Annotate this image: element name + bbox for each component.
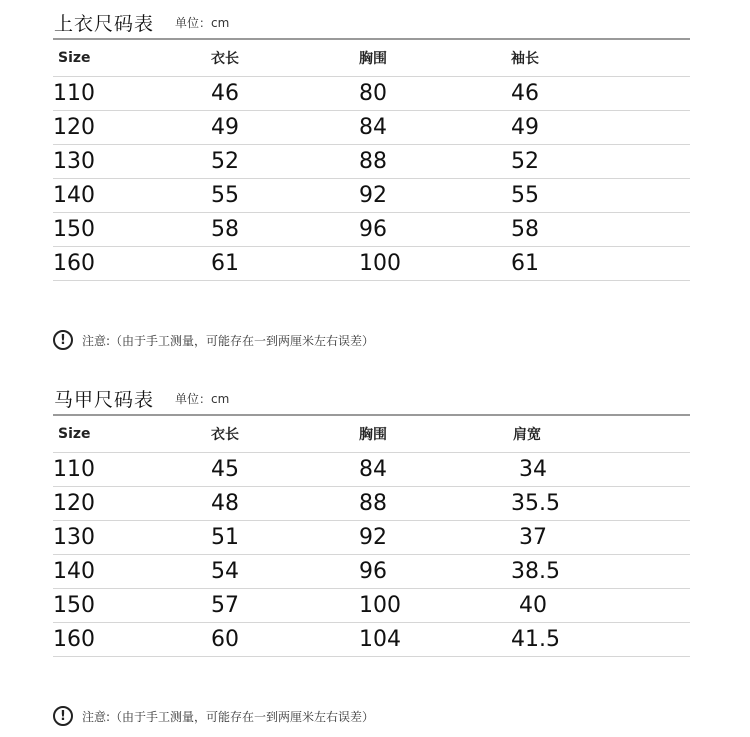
length-cell: 54 bbox=[211, 555, 359, 589]
sleeve-cell: 46 bbox=[511, 77, 690, 111]
table-row bbox=[53, 111, 690, 145]
chest-cell: 100 bbox=[359, 247, 511, 281]
table-row bbox=[53, 623, 690, 657]
vest-table-unit: 单位：cm bbox=[175, 392, 230, 406]
chest-cell: 80 bbox=[359, 77, 511, 111]
table-row bbox=[53, 213, 690, 247]
size-cell: 110 bbox=[53, 453, 211, 487]
top-table-title: 上衣尺码表 bbox=[54, 13, 155, 35]
chest-cell: 96 bbox=[359, 213, 511, 247]
length-cell: 55 bbox=[211, 179, 359, 213]
shoulder-cell: 34 bbox=[511, 453, 690, 487]
table-header-row bbox=[53, 40, 690, 77]
sleeve-cell: 58 bbox=[511, 213, 690, 247]
length-cell: 52 bbox=[211, 145, 359, 179]
length-cell: 61 bbox=[211, 247, 359, 281]
measurement-note-2 bbox=[53, 706, 374, 726]
size-cell: 120 bbox=[53, 487, 211, 521]
header-length: 衣长 bbox=[211, 416, 359, 453]
size-cell: 140 bbox=[53, 555, 211, 589]
table-row bbox=[53, 589, 690, 623]
header-size: Size bbox=[53, 40, 211, 77]
header-sleeve: 袖长 bbox=[511, 40, 690, 77]
top-size-section bbox=[53, 4, 690, 281]
shoulder-cell: 41.5 bbox=[511, 623, 690, 657]
length-cell: 45 bbox=[211, 453, 359, 487]
sleeve-cell: 49 bbox=[511, 111, 690, 145]
length-cell: 58 bbox=[211, 213, 359, 247]
size-cell: 110 bbox=[53, 77, 211, 111]
table-row bbox=[53, 555, 690, 589]
sleeve-cell: 61 bbox=[511, 247, 690, 281]
header-shoulder: 肩宽 bbox=[511, 416, 690, 453]
length-cell: 51 bbox=[211, 521, 359, 555]
chest-cell: 104 bbox=[359, 623, 511, 657]
header-size: Size bbox=[53, 416, 211, 453]
exclamation-circle-icon: ! bbox=[53, 706, 73, 726]
length-cell: 49 bbox=[211, 111, 359, 145]
header-chest: 胸围 bbox=[359, 40, 511, 77]
table-row bbox=[53, 453, 690, 487]
size-cell: 130 bbox=[53, 521, 211, 555]
table-row bbox=[53, 487, 690, 521]
table-row bbox=[53, 247, 690, 281]
note-text-1: 注意:（由于手工测量，可能存在一到两厘米左右误差） bbox=[82, 333, 375, 348]
length-cell: 46 bbox=[211, 77, 359, 111]
chest-cell: 92 bbox=[359, 521, 511, 555]
size-cell: 160 bbox=[53, 623, 211, 657]
sleeve-cell: 55 bbox=[511, 179, 690, 213]
length-cell: 48 bbox=[211, 487, 359, 521]
size-cell: 140 bbox=[53, 179, 211, 213]
table-header-row bbox=[53, 416, 690, 453]
measurement-note-1 bbox=[53, 330, 374, 350]
header-length: 衣长 bbox=[211, 40, 359, 77]
shoulder-cell: 40 bbox=[511, 589, 690, 623]
header-chest: 胸围 bbox=[359, 416, 511, 453]
chest-cell: 100 bbox=[359, 589, 511, 623]
vest-size-table bbox=[53, 416, 690, 657]
vest-table-title-row bbox=[53, 380, 690, 414]
shoulder-cell: 35.5 bbox=[511, 487, 690, 521]
vest-table-title: 马甲尺码表 bbox=[54, 389, 155, 411]
top-table-unit: 单位：cm bbox=[175, 16, 230, 30]
size-cell: 160 bbox=[53, 247, 211, 281]
vest-size-section bbox=[53, 380, 690, 657]
table-row bbox=[53, 77, 690, 111]
chest-cell: 88 bbox=[359, 487, 511, 521]
top-size-table bbox=[53, 40, 690, 281]
size-cell: 150 bbox=[53, 213, 211, 247]
chest-cell: 92 bbox=[359, 179, 511, 213]
sleeve-cell: 52 bbox=[511, 145, 690, 179]
vest-table-divider bbox=[53, 414, 690, 416]
chest-cell: 88 bbox=[359, 145, 511, 179]
shoulder-cell: 38.5 bbox=[511, 555, 690, 589]
chest-cell: 84 bbox=[359, 111, 511, 145]
table-row bbox=[53, 179, 690, 213]
top-table-divider bbox=[53, 38, 690, 40]
chest-cell: 96 bbox=[359, 555, 511, 589]
size-cell: 150 bbox=[53, 589, 211, 623]
length-cell: 60 bbox=[211, 623, 359, 657]
size-cell: 120 bbox=[53, 111, 211, 145]
chest-cell: 84 bbox=[359, 453, 511, 487]
exclamation-circle-icon: ! bbox=[53, 330, 73, 350]
note-text-2: 注意:（由于手工测量，可能存在一到两厘米左右误差） bbox=[82, 709, 375, 724]
top-table-title-row bbox=[53, 4, 690, 38]
table-row bbox=[53, 145, 690, 179]
table-row bbox=[53, 521, 690, 555]
size-cell: 130 bbox=[53, 145, 211, 179]
length-cell: 57 bbox=[211, 589, 359, 623]
shoulder-cell: 37 bbox=[511, 521, 690, 555]
